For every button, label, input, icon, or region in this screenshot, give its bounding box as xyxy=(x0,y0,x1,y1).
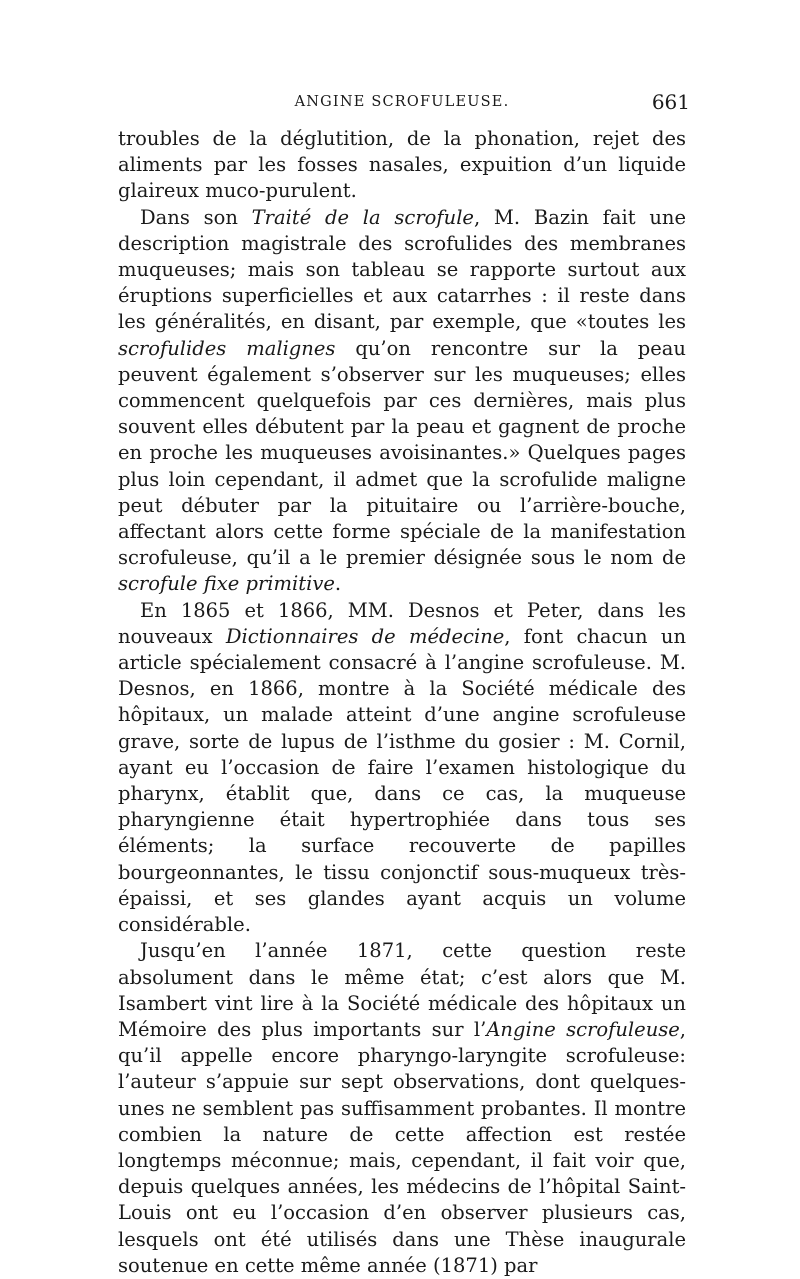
text-run: troubles de la déglutition, de la phonation, rejet des aliments par les fosses nasales, expuition d’un liquide glaireux muco-purulent. xyxy=(118,127,686,203)
running-head xyxy=(118,90,690,126)
running-title: ANGINE SCROFULEUSE. xyxy=(294,94,510,110)
italic-text: Angine scrofuleuse xyxy=(486,1017,680,1041)
italic-text: Traité de la scrofule xyxy=(251,205,474,229)
text-run: . xyxy=(334,572,342,596)
text-run: qu’on rencontre sur la peau peuvent également s’observer sur les muqueuses; elles commencent quelquefois par ces dernières, mais plus souvent elles débutent par la peau et gagnent de proche en proche les muqueuses avoisinantes.» Quelques pages plus loin cependant, il admet que la scrofulide maligne peut débuter par la pituitaire ou l’arrière-bouche, affectant alors cette forme spéciale de la manifestation scrofuleuse, qu’il a le premier désignée sous le nom de xyxy=(118,336,686,570)
text-run: Jusqu’en l’année 1871, cette question reste absolument dans le même état; c’est alors que M. Isambert vint lire à la Société médicale des hôpitaux un Mémoire des plus importants sur l’ xyxy=(118,939,686,1041)
paragraph xyxy=(118,598,686,939)
page-number: 661 xyxy=(651,90,690,114)
body-text xyxy=(118,126,686,1279)
italic-text: scrofule fixe primitive xyxy=(118,572,335,596)
text-run: , font chacun un article spécialement consacré à l’angine scrofuleuse. M. Desnos, en 1866, montre à la Société médicale des hôpitaux, un malade atteint d’une angine scrofuleuse grave, sorte de lupus de l’isthme du gosier : M. Cornil, ayant eu l’occasion de faire l’examen histologique du pharynx, établit que, dans ce cas, la muqueuse pharyngienne était hypertrophiée dans tous ses éléments; la surface recouverte de papilles bourgeonnantes, le tissu conjonctif sous-muqueux très-épaissi, et ses glandes ayant acquis un volume considérable. xyxy=(118,624,687,937)
text-run: , qu’il appelle encore pharyngo-laryngite scrofuleuse: l’auteur s’appuie sur sept observations, dont quelques-unes ne semblent pas suffisamment probantes. Il montre combien la nature de cette affection est restée longtemps méconnue; mais, cependant, il fait voir que, depuis quelques années, les médecins de l’hôpital Saint-Louis ont eu l’occasion d’en observer plusieurs cas, lesquels ont été utilisés dans une Thèse inaugurale soutenue en cette même année (1871) par xyxy=(118,1017,686,1277)
paragraph xyxy=(118,205,686,598)
paragraph xyxy=(118,126,686,205)
text-run: Dans son xyxy=(140,205,252,229)
italic-text: scrofulides malignes xyxy=(118,336,336,360)
text-run: En 1865 et 1866, MM. Desnos et Peter, dans les nouveaux xyxy=(118,598,686,648)
book-page xyxy=(118,90,690,1279)
paragraph xyxy=(118,938,686,1279)
text-run: , M. Bazin fait une description magistrale des scrofulides des membranes muqueuses; mais son tableau se rapporte surtout aux éruptions superficielles et aux catarrhes : il reste dans les généralités, en disant, par exemple, que «toutes les xyxy=(118,205,686,334)
italic-text: Dictionnaires de médecine xyxy=(225,624,505,648)
